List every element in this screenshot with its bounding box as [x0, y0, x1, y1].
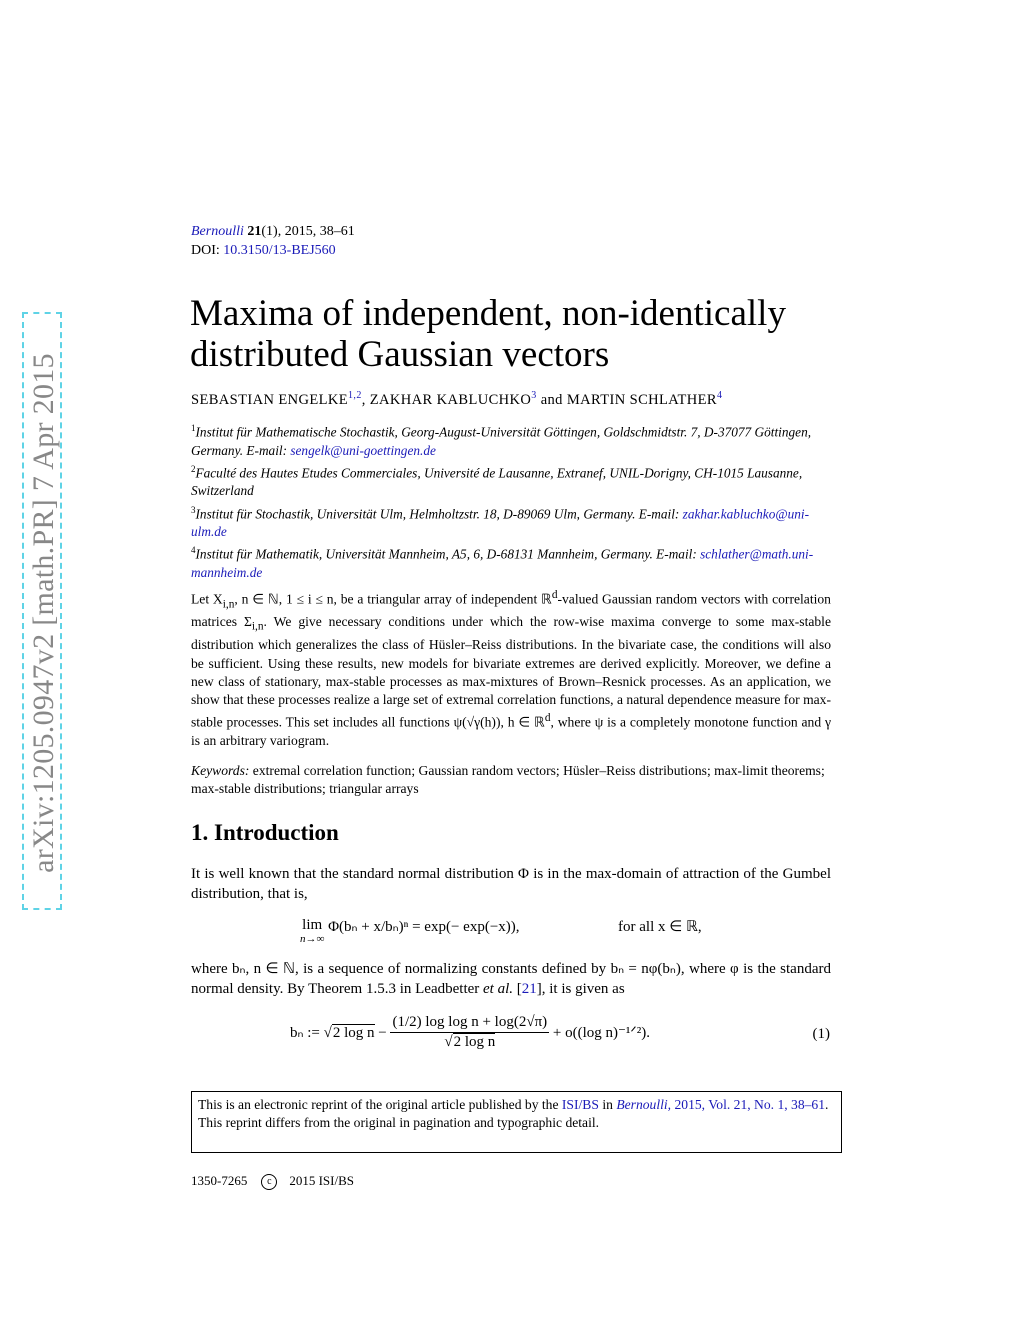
doi-link[interactable]: 10.3150/13-BEJ560 [223, 243, 336, 258]
journal-link[interactable]: Bernoulli, [616, 1097, 672, 1112]
author-1: SEBASTIAN ENGELKE [191, 391, 349, 408]
equation-1: bₙ := √2 log n − $\frac{\text{(1/2) log log n + log(2√π)}}{\text{√2 log n}}$ + o((log n)⁻¹ᐟ²). (1) [290, 1014, 830, 1050]
author-list: SEBASTIAN ENGELKE$^{1,2}$, ZAKHAR KABLUCHKO$^3$ and MARTIN SCHLATHER$^4$ [191, 390, 723, 408]
arxiv-stamp[interactable]: arXiv:1205.0947v2 [math.PR] 7 Apr 2015 [27, 353, 60, 873]
volume-link[interactable]: 2015, Vol. 21, No. 1, 38–61 [674, 1097, 826, 1112]
equation-number: (1) [812, 1026, 830, 1042]
keywords: Keywords: extremal correlation function; Gaussian random vectors; Hüsler–Reiss distributions; max-limit theorems; max-stable distributions; triangular arrays [191, 763, 825, 797]
abstract: Let $X_{i,n}$, n ∈ ℕ, 1 ≤ i ≤ n, be a triangular array of independent ℝ$^d$-valued Gaussian random vectors with correlation matrices $\Sigma_{i,n}$. We give necessary conditions under which the row-wise maxima converge to some max-stable distribution which generalizes the class of Hüsler–Reiss distributions. In the bivariate case, the conditions will also be sufficient. Using these results, new models for bivariate extremes are derived explicitly. Moreover, we define a new class of stationary, max-stable processes as max-mixtures of Brown–Resnick processes. As an application, we show that these processes realize a large set of extremal correlation functions, a natural dependence measure for max-stable processes. This set includes all functions ψ(√γ(h)), h ∈ ℝ$^d$, where ψ is a completely monotone function and γ is an arbitrary variogram. [191, 589, 831, 748]
affiliation-2: $^2$Faculté des Hautes Etudes Commerciales, Université de Lausanne, Extranef, UNIL-Dorigny, CH-1015 Lausanne, Switzerland [191, 463, 803, 499]
intro-paragraph-1: It is well known that the standard normal distribution Φ is in the max-domain of attraction of the Gumbel distribution, that is, [191, 866, 831, 902]
author-2-affil[interactable]: 3 [531, 390, 537, 401]
arxiv-stamp-frame [22, 312, 62, 910]
doi-label: DOI: [191, 243, 224, 258]
issue-pages: (1), 2015, 38–61 [261, 224, 355, 239]
citation-link[interactable]: 21 [521, 981, 537, 997]
author-3-affil[interactable]: 4 [717, 390, 723, 401]
equation-gumbel-limit: lim n→∞ Φ(bₙ + x/bₙ)ⁿ = exp(− exp(−x)), for all x ∈ ℝ, [300, 917, 702, 945]
copyright-icon: c [261, 1174, 277, 1190]
author-1-affil[interactable]: 1,2 [348, 390, 362, 401]
affiliations [191, 419, 836, 582]
email-link[interactable]: zakhar.kabluchko@uni-ulm.de [191, 506, 809, 540]
journal-header [191, 222, 355, 260]
copyright-text: 2015 ISI/BS [289, 1173, 354, 1188]
section-heading: 1. Introduction [191, 820, 339, 845]
author-3: MARTIN SCHLATHER [566, 391, 717, 408]
issn: 1350-7265 [191, 1173, 248, 1188]
journal-link[interactable]: Bernoulli [191, 224, 244, 239]
email-link[interactable]: schlather@math.uni-mannheim.de [191, 546, 814, 581]
isi-link[interactable]: ISI/BS [561, 1097, 599, 1112]
email-link[interactable]: sengelk@uni-goettingen.de [290, 442, 436, 458]
footer [191, 1173, 354, 1190]
affiliation-1: $^1$Institut für Mathematische Stochastik, Georg-August-Universität Göttingen, Goldschmidtstr. 7, D-37077 Göttingen, Germany. E-mail: sengelk@uni-goettingen.de [191, 423, 812, 458]
paper-title: Maxima of independent, non-identically distributed Gaussian vectors [190, 293, 786, 375]
affiliation-3: $^3$Institut für Stochastik, Universität Ulm, Helmholtzstr. 18, D-89069 Ulm, Germany. E-mail: zakhar.kabluchko@uni-ulm.de [191, 504, 809, 540]
reprint-notice: This is an electronic reprint of the original article published by the ISI/BS in Bernoulli, 2015, Vol. 21, No. 1, 38–61. This reprint differs from the original in pagination and typographic detail. [191, 1091, 842, 1153]
intro-paragraph-2: where bₙ, n ∈ ℕ, is a sequence of normalizing constants defined by bₙ = nφ(bₙ), where φ is the standard normal density. By Theorem 1.5.3 in Leadbetter et al. [21], it is given as [191, 961, 831, 997]
affiliation-4: $^4$Institut für Mathematik, Universität Mannheim, A5, 6, D-68131 Mannheim, Germany. E-mail: schlather@math.uni-mannheim.de [191, 545, 814, 581]
author-2: ZAKHAR KABLUCHKO [369, 391, 532, 408]
volume: 21 [247, 224, 262, 239]
